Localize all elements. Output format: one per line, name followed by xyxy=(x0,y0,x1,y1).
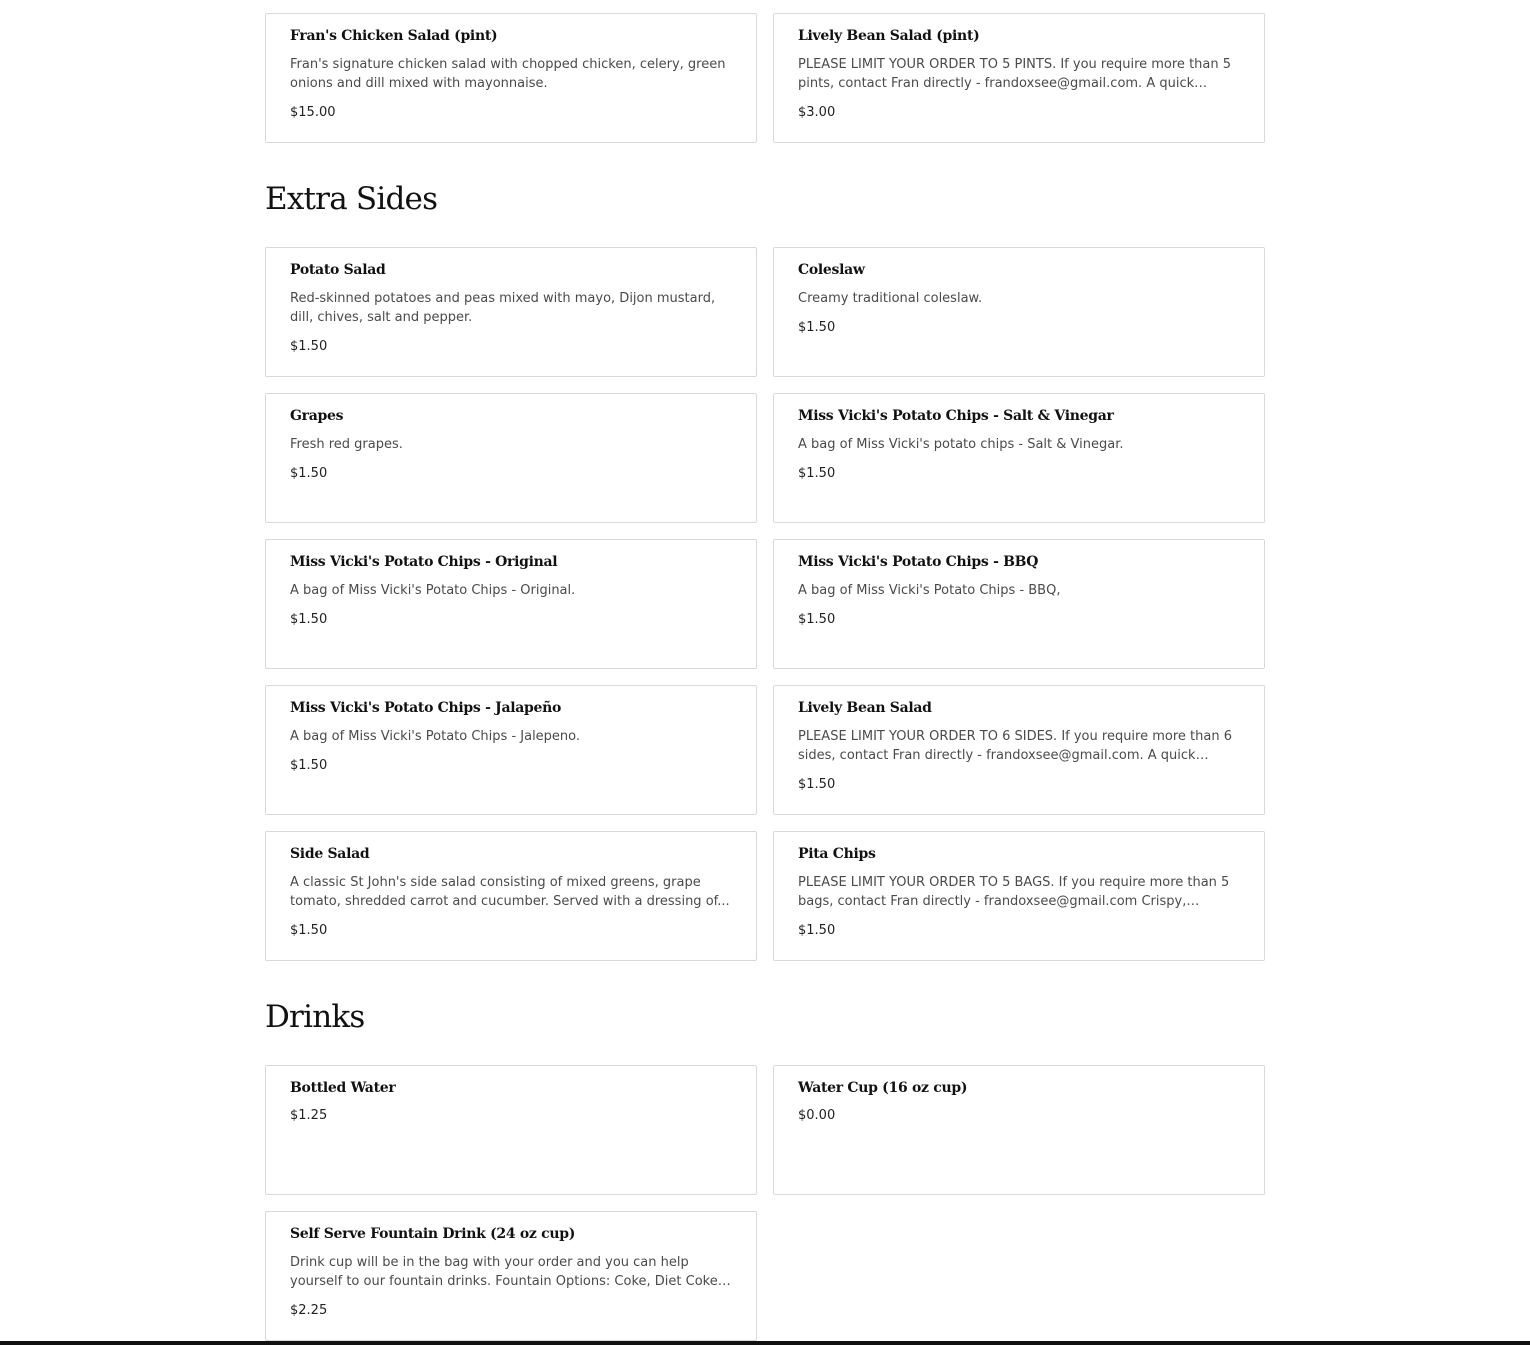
menu-item-description: Creamy traditional coleslaw. xyxy=(798,291,983,306)
menu-item-description: Drink cup will be in the bag with your order and you can help yourself to our fountain drinks. Fountain Options: Coke, Diet Coke, xyxy=(290,1255,722,1289)
menu-item-card[interactable] xyxy=(773,685,1265,815)
menu-item-card[interactable] xyxy=(265,13,757,143)
menu-item-name: Pita Chips xyxy=(798,846,876,862)
menu-item-card[interactable] xyxy=(265,539,757,669)
menu-item-description: Red-skinned potatoes and peas mixed with mayo, Dijon mustard, dill, chives, salt and pepper. xyxy=(290,291,716,325)
menu-grid-extra-sides xyxy=(265,247,1265,961)
menu-item-card[interactable] xyxy=(773,831,1265,961)
menu-item-card[interactable] xyxy=(773,539,1265,669)
menu-item-name: Potato Salad xyxy=(290,262,386,278)
menu-item-price: $2.25 xyxy=(290,1303,328,1318)
menu-item-price: $1.50 xyxy=(798,923,836,938)
menu-item-card[interactable] xyxy=(265,247,757,377)
menu-item-price: $1.50 xyxy=(290,612,328,627)
menu-item-name: Lively Bean Salad xyxy=(798,700,932,716)
menu-item-description: PLEASE LIMIT YOUR ORDER TO 5 BAGS. If you require more than 5 bags, contact Fran directly - frandoxsee@gmail.com Crispy, xyxy=(798,875,1230,909)
menu-item-description: A bag of Miss Vicki's Potato Chips - Jalepeno. xyxy=(290,729,581,744)
menu-item-card[interactable] xyxy=(265,1211,757,1341)
section-heading-drinks: Drinks xyxy=(265,999,365,1035)
bottom-bar xyxy=(0,1341,1530,1345)
menu-item-name: Fran's Chicken Salad (pint) xyxy=(290,28,498,44)
menu-item-price: $1.50 xyxy=(798,777,836,792)
menu-item-card[interactable] xyxy=(265,393,757,523)
menu-item-card[interactable] xyxy=(773,247,1265,377)
menu-item-card[interactable] xyxy=(265,1065,757,1195)
menu-item-price: $1.50 xyxy=(798,466,836,481)
menu-container xyxy=(265,0,1265,1341)
menu-item-price: $1.50 xyxy=(798,320,836,335)
menu-item-name: Miss Vicki's Potato Chips - Jalapeño xyxy=(290,700,562,716)
menu-item-description: A bag of Miss Vicki's Potato Chips - BBQ, xyxy=(798,583,1061,598)
menu-grid-drinks xyxy=(265,1065,1265,1341)
menu-item-description: A bag of Miss Vicki's Potato Chips - Original. xyxy=(290,583,576,598)
menu-item-name: Miss Vicki's Potato Chips - Original xyxy=(290,554,558,570)
menu-item-price: $1.25 xyxy=(290,1108,328,1123)
menu-item-name: Coleslaw xyxy=(798,262,865,278)
menu-item-description: A bag of Miss Vicki's potato chips - Salt & Vinegar. xyxy=(798,437,1124,452)
menu-item-price: $3.00 xyxy=(798,105,836,120)
menu-item-name: Miss Vicki's Potato Chips - Salt & Vinegar xyxy=(798,408,1114,424)
menu-item-name: Miss Vicki's Potato Chips - BBQ xyxy=(798,554,1039,570)
menu-item-price: $1.50 xyxy=(290,758,328,773)
menu-item-name: Side Salad xyxy=(290,846,370,862)
menu-item-name: Water Cup (16 oz cup) xyxy=(798,1080,968,1096)
menu-item-card[interactable] xyxy=(773,1065,1265,1195)
menu-item-price: $1.50 xyxy=(798,612,836,627)
menu-item-description: Fran's signature chicken salad with chopped chicken, celery, green onions and dill mixed with mayonnaise. xyxy=(290,57,726,91)
menu-grid-salads xyxy=(265,13,1265,143)
menu-item-name: Bottled Water xyxy=(290,1080,396,1096)
menu-item-name: Grapes xyxy=(290,408,344,424)
menu-item-price: $15.00 xyxy=(290,105,336,120)
menu-item-description: Fresh red grapes. xyxy=(290,437,403,452)
menu-item-description: PLEASE LIMIT YOUR ORDER TO 6 SIDES. If you require more than 6 sides, contact Fran directly - frandoxsee@gmail.com. A quick xyxy=(798,729,1232,763)
menu-item-card[interactable] xyxy=(265,831,757,961)
menu-item-price: $0.00 xyxy=(798,1108,836,1123)
menu-item-card[interactable] xyxy=(773,393,1265,523)
menu-item-description: A classic St John's side salad consisting of mixed greens, grape tomato, shredded carrot and cucumber. Served with a dressing of... xyxy=(290,875,730,909)
menu-item-price: $1.50 xyxy=(290,923,328,938)
menu-item-card[interactable] xyxy=(265,685,757,815)
menu-item-card[interactable] xyxy=(773,13,1265,143)
menu-item-price: $1.50 xyxy=(290,339,328,354)
menu-item-price: $1.50 xyxy=(290,466,328,481)
section-heading-extra-sides: Extra Sides xyxy=(265,181,438,217)
menu-item-name: Self Serve Fountain Drink (24 oz cup) xyxy=(290,1226,576,1242)
menu-item-name: Lively Bean Salad (pint) xyxy=(798,28,980,44)
menu-item-description: PLEASE LIMIT YOUR ORDER TO 5 PINTS. If you require more than 5 pints, contact Fran directly - frandoxsee@gmail.com. A quick xyxy=(798,57,1232,91)
